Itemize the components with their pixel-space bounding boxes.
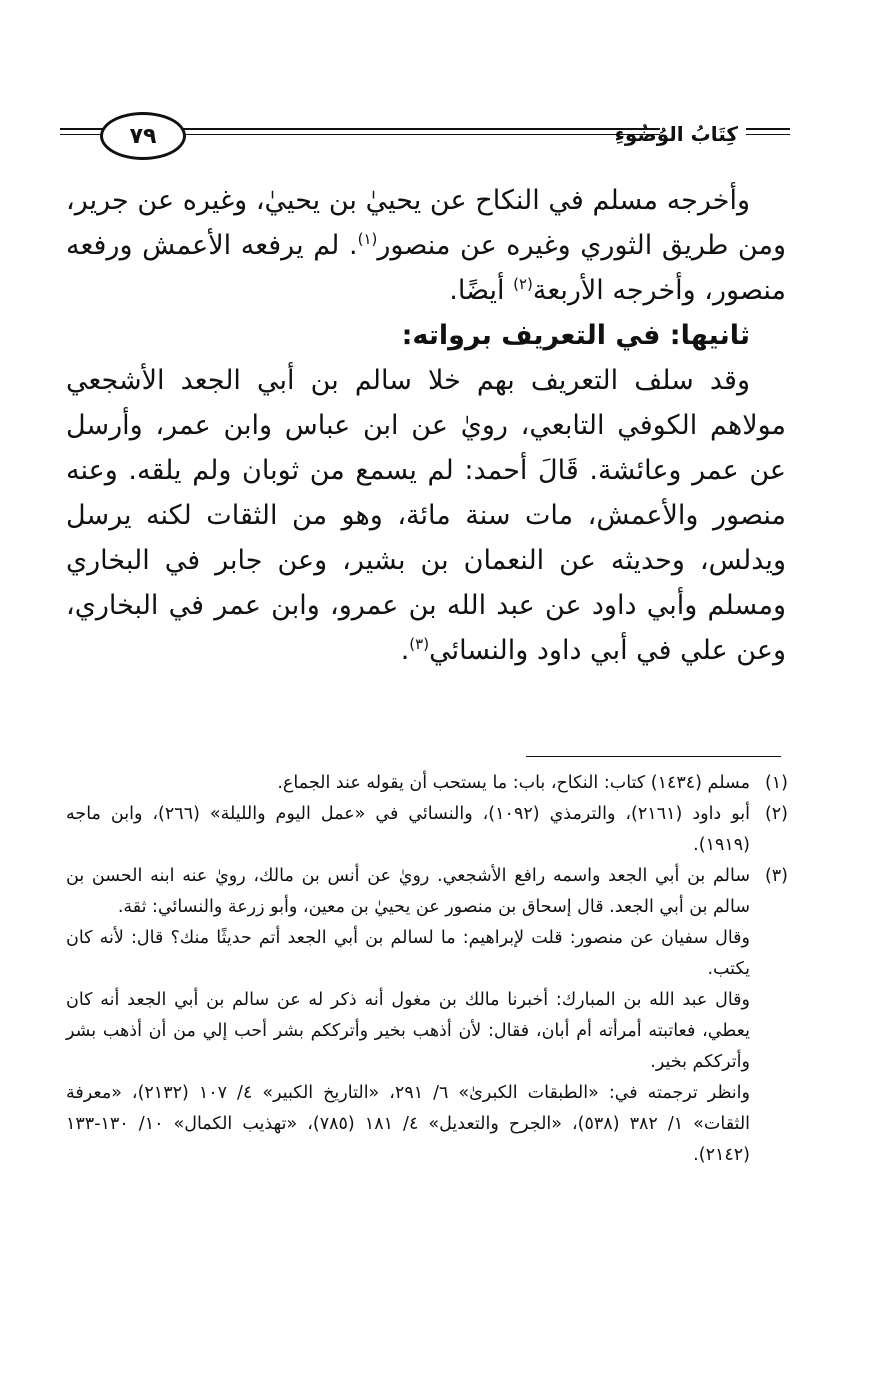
- footnotes: [66, 768, 788, 1171]
- paragraph-1: وأخرجه مسلم في النكاح عن يحييٰ بن يحييٰ، وغيره عن جرير، ومن طريق الثوري وغيره عن منصور$^{(١)}$. لم يرفعه الأعمش ورفعه منصور، وأخرجه الأربعة$^{(٢)}$ أيضًا.: [66, 185, 786, 306]
- footnote-ref-2: (٢): [513, 275, 533, 293]
- footnote-number: (١): [764, 773, 788, 793]
- page-number: ٧٩: [100, 112, 186, 160]
- footnote-separator: [526, 756, 781, 757]
- paragraph-2: وقد سلف التعريف بهم خلا سالم بن أبي الجعد الأشجعي مولاهم الكوفي التابعي، رويٰ عن ابن عباس وابن عمر، وأرسل عن عمر وعائشة. قَالَ أحمد: لم يسمع من ثوبان ولم يلقه. وعنه منصور والأعمش، مات سنة مائة، وهو من الثقات لكنه يرسل ويدلس، وحديثه عن النعمان بن بشير، وعن جابر في البخاري ومسلم وأبي داود عن عبد الله بن عمرو، وابن عمر في البخاري، وعن علي في أبي داود والنسائي$^{(٣)}$.: [66, 365, 786, 666]
- footnote-1: [66, 768, 788, 799]
- footnote-ref-3: (٣): [409, 635, 430, 653]
- footnote-3-continuation: وقال سفيان عن منصور: قلت لإبراهيم: ما لسالم بن أبي الجعد أتم حديثًا منك؟ قال: لأنه كان يكتب.: [66, 928, 750, 979]
- footnote-ref-1: (١): [357, 230, 378, 248]
- footnote-3-continuation: وقال عبد الله بن المبارك: أخبرنا مالك بن مغول أنه ذكر له عن سالم بن أبي الجعد أنه كان يعطي، فعاتبته أمرأته أم أبان، فقال: لأن أذهب بخير وأترككم بشر أحب إلي من أن أذهب بشر وأترككم بخير.: [66, 990, 750, 1072]
- footnote-number: (٣): [764, 866, 788, 886]
- footnote-text: سالم بن أبي الجعد واسمه رافع الأشجعي. رويٰ عن أنس بن مالك، رويٰ عنه ابنه الحسن بن سالم بن أبي الجعد. قال إسحاق بن منصور عن يحييٰ بن معين، وأبو زرعة والنسائي: ثقة.: [66, 866, 750, 917]
- footnote-3-continuation: وانظر ترجمته في: «الطبقات الكبرىٰ» ٦/ ٢٩١، «التاريخ الكبير» ٤/ ١٠٧ (٢١٣٢)، «معرفة الثقات» ١/ ٣٨٢ (٥٣٨)، «الجرح والتعديل» ٤/ ١٨١ (٧٨٥)، «تهذيب الكمال» ١٠/ ١٣٠-١٣٣ (٢١٤٢).: [66, 1083, 751, 1165]
- page-header: [60, 110, 790, 158]
- footnote-text: مسلم (١٤٣٤) كتاب: النكاح، باب: ما يستحب أن يقوله عند الجماع.: [277, 773, 750, 793]
- footnote-number: (٢): [764, 804, 788, 824]
- footnote-2: [66, 799, 788, 861]
- section-heading: ثانيها: في التعريف برواته:: [401, 320, 750, 351]
- footnote-text: أبو داود (٢١٦١)، والترمذي (١٠٩٢)، والنسائي في «عمل اليوم والليلة» (٢٦٦)، وابن ماجه (١٩١٩).: [66, 804, 750, 855]
- chapter-title: كِتَابُ الوُضُوءِ: [614, 122, 738, 146]
- main-text: [66, 178, 786, 673]
- footnote-3: [66, 861, 788, 923]
